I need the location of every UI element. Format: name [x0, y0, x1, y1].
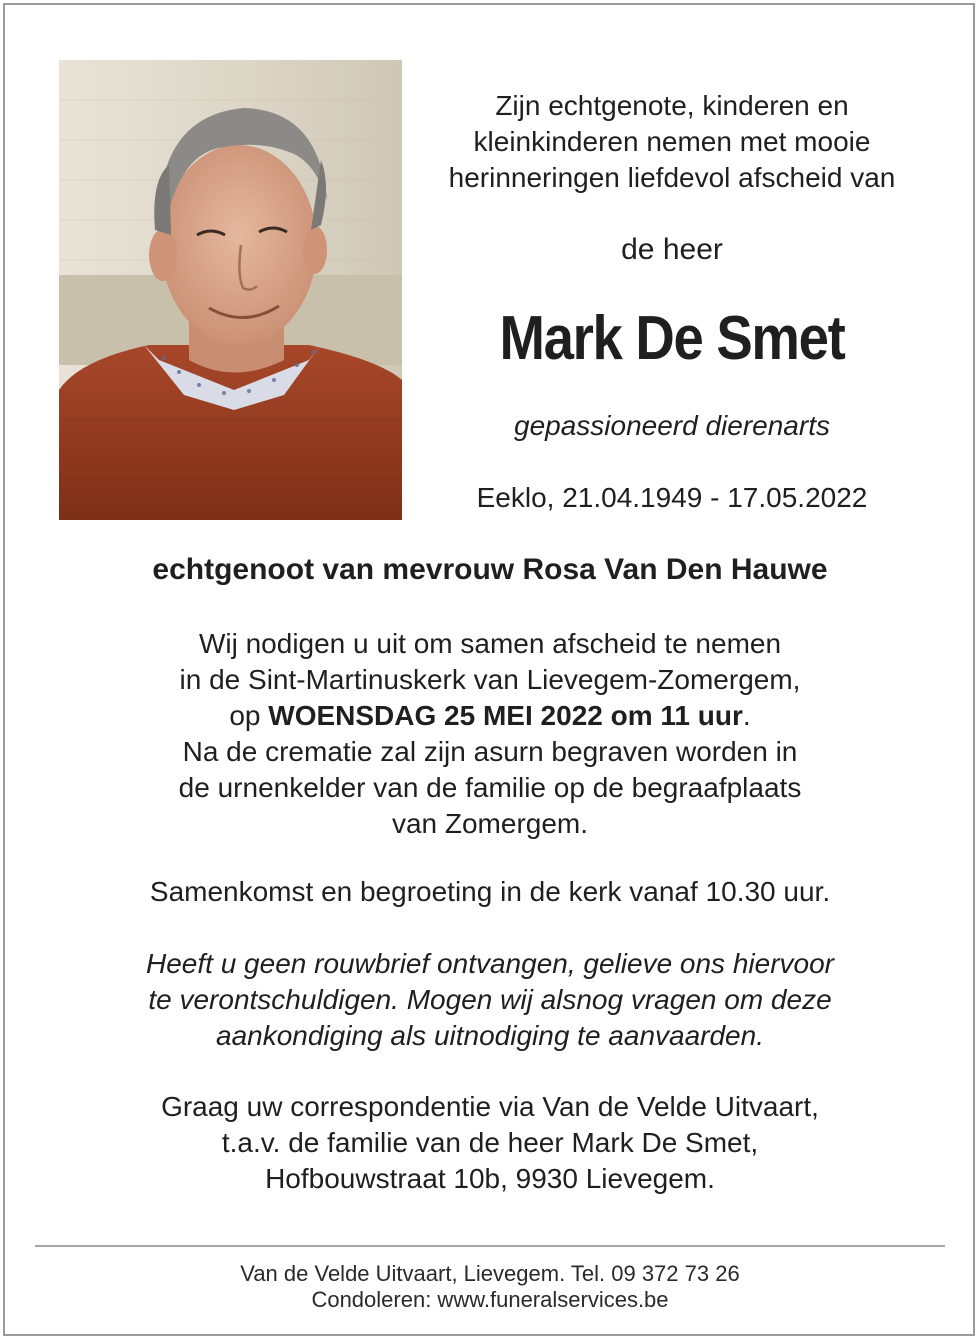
footer-condolences-link[interactable]: Condoleren: www.funeralservices.be — [311, 1287, 669, 1312]
apology-text — [0, 946, 980, 1054]
header-block — [412, 88, 932, 513]
correspondence-line: t.a.v. de familie van de heer Mark De Smet, — [221, 1127, 759, 1158]
invitation-line: Na de crematie zal zijn asurn begraven worden in — [182, 736, 798, 767]
invitation-line: in de Sint-Martinuskerk van Lievegem-Zomergem, — [179, 664, 801, 695]
invitation-line: van Zomergem. — [391, 808, 589, 839]
correspondence-line: Graag uw correspondentie via Van de Velde Uitvaart, — [161, 1091, 819, 1122]
deceased-name: Mark De Smet — [499, 304, 845, 373]
correspondence-line: Hofbouwstraat 10b, 9930 Lievegem. — [265, 1163, 715, 1194]
footer-divider — [35, 1245, 945, 1247]
portrait-illustration — [59, 60, 402, 520]
invitation-line — [0, 698, 980, 734]
title-prefix: de heer — [621, 233, 723, 266]
place-and-dates: Eeklo, 21.04.1949 - 17.05.2022 — [476, 482, 868, 513]
invitation-text — [0, 626, 980, 842]
invitation-line: de urnenkelder van de familie op de begraafplaats — [178, 772, 802, 803]
correspondence-text — [0, 1089, 980, 1197]
footer-funeral-home: Van de Velde Uitvaart, Lievegem. Tel. 09 372 73 26 — [240, 1261, 740, 1286]
apology-line: aankondiging als uitnodiging te aanvaarden. — [216, 1020, 764, 1051]
intro-line: kleinkinderen nemen met mooie — [473, 126, 871, 157]
apology-line: Heeft u geen rouwbrief ontvangen, gelieve ons hiervoor — [146, 948, 834, 979]
spouse-line: echtgenoot van mevrouw Rosa Van Den Hauwe — [152, 553, 828, 586]
footer — [0, 1261, 980, 1313]
ceremony-date-time: WOENSDAG 25 MEI 2022 om 11 uur — [268, 700, 743, 731]
intro-line: Zijn echtgenote, kinderen en — [495, 90, 849, 121]
apology-line: te verontschuldigen. Mogen wij alsnog vragen om deze — [148, 984, 832, 1015]
invitation-line: Wij nodigen u uit om samen afscheid te nemen — [198, 628, 782, 659]
occupation: gepassioneerd dierenarts — [514, 410, 830, 441]
gathering-text: Samenkomst en begroeting in de kerk vanaf 10.30 uur. — [149, 876, 831, 907]
portrait-photo — [59, 60, 402, 520]
intro-text — [412, 88, 932, 196]
invitation-suffix: . — [742, 700, 751, 731]
invitation-prefix: op — [229, 700, 269, 731]
intro-line: herinneringen liefdevol afscheid van — [448, 162, 896, 193]
